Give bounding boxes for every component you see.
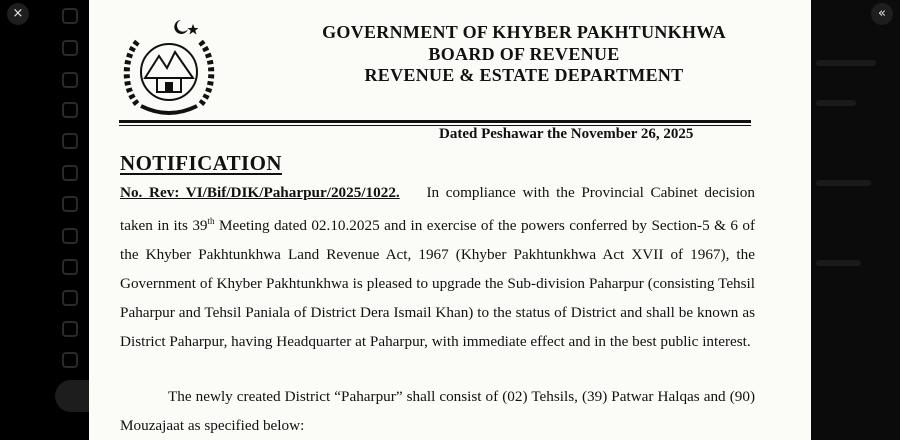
- post-button-background: [55, 380, 89, 412]
- letterhead-line-1: GOVERNMENT OF KHYBER PAKHTUNKHWA: [322, 22, 726, 42]
- expand-sidebar-button[interactable]: [871, 3, 893, 25]
- reference-number: No. Rev: VI/Bif/DIK/Paharpur/2025/1022.: [120, 184, 400, 201]
- lists-icon: [62, 196, 78, 212]
- grok-icon: [62, 165, 78, 181]
- communities-icon: [62, 259, 78, 275]
- dated-line: Dated Peshawar the November 26, 2025: [439, 126, 694, 142]
- x-logo-icon: [62, 8, 78, 24]
- close-icon: ×: [12, 6, 24, 21]
- close-button[interactable]: [7, 3, 29, 25]
- ordinal-suffix: th: [207, 216, 215, 226]
- paragraph-1-part-a: In compliance with the Provincial Cabinet decision taken in its 39: [120, 184, 755, 235]
- letterhead-rule: [119, 120, 751, 123]
- notification-paragraph-2: The newly created District “Paharpur” shall consist of (02) Tehsils, (39) Patwar Halqas and (90) Mouzajaat as specified below:: [120, 388, 755, 434]
- letterhead-line-3: REVENUE & ESTATE DEPARTMENT: [364, 65, 684, 85]
- bookmarks-icon: [62, 228, 78, 244]
- notification-paragraph-1: [120, 178, 755, 356]
- notifications-icon: [62, 102, 78, 118]
- paragraph-1-part-b: Meeting dated 02.10.2025 and in exercise of the powers conferred by Section-5 & 6 of the Khyber Pakhtunkhwa Land Revenue Act, 1967 (Khyber Pakhtunkhwa Act XVII of 1967), the Government of Khyber Pakhtunkhwa is pleased to upgrade the Sub-division Paharpur (consisting Tehsil Paharpur and Tehsil Paniala of District Dera Ismail Khan) to the status of District and shall be known as District Paharpur, having Headquarter at Paharpur, with immediate effect and in the best public interest.: [120, 217, 756, 351]
- document-image: [89, 0, 811, 440]
- double-chevron-left-icon: «: [878, 6, 886, 21]
- background-right-panel: [810, 0, 900, 440]
- search-icon: [62, 72, 78, 88]
- home-icon: [62, 40, 78, 56]
- letterhead-line-2: BOARD OF REVENUE: [428, 44, 620, 64]
- notification-title: NOTIFICATION: [120, 151, 282, 175]
- messages-icon: [62, 133, 78, 149]
- background-sidebar: [52, 0, 88, 440]
- more-icon: [62, 352, 78, 368]
- premium-icon: [62, 290, 78, 306]
- profile-icon: [62, 321, 78, 337]
- kp-government-emblem-icon: [119, 16, 219, 118]
